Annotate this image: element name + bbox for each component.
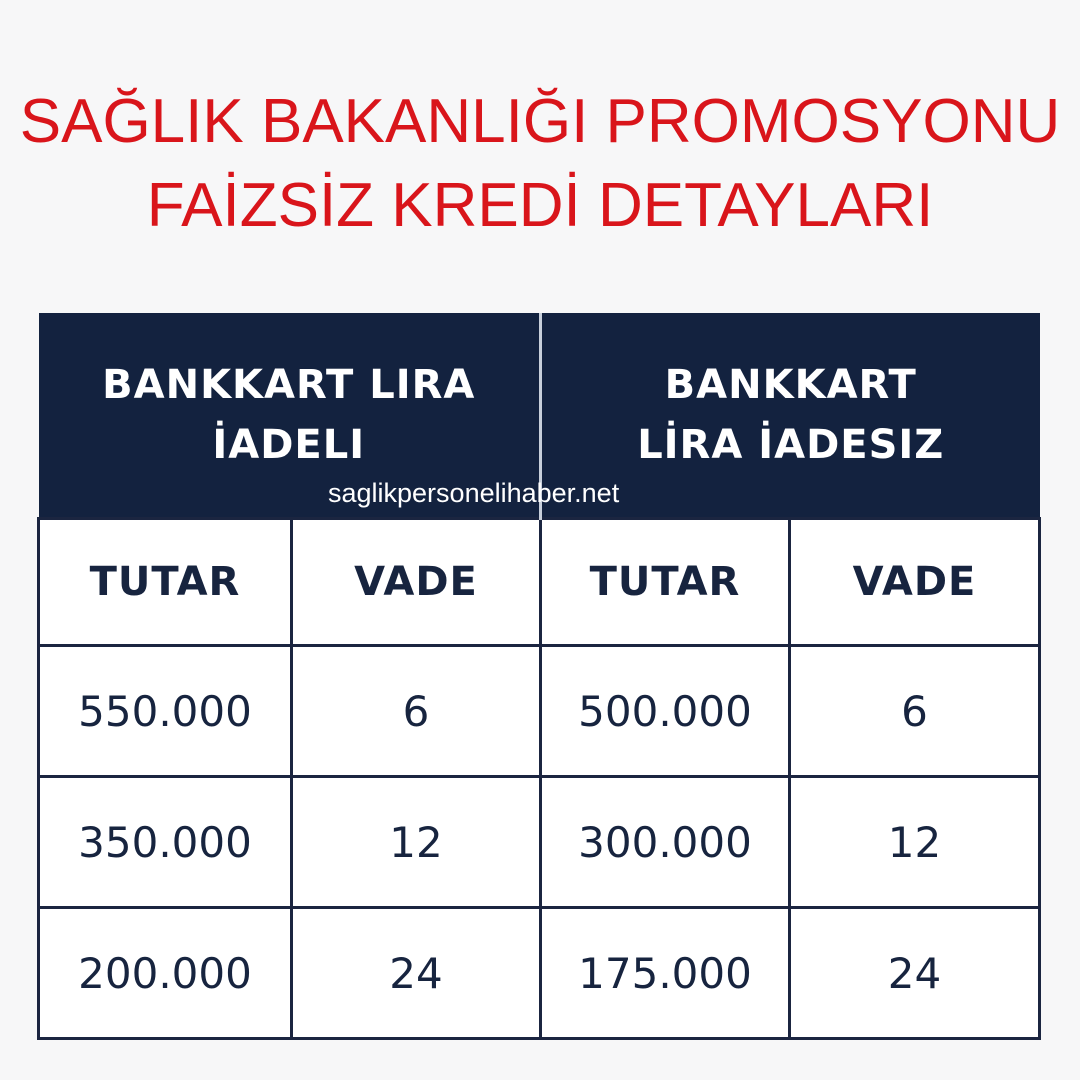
- column-header-vade: VADE: [292, 519, 541, 646]
- table-cell-amount: 300.000: [541, 777, 790, 908]
- table-cell-amount: 550.000: [39, 646, 292, 777]
- watermark-text: saglikpersonelihaber.net: [328, 478, 620, 508]
- column-header-row: [39, 519, 1040, 646]
- table-cell-amount: 175.000: [541, 908, 790, 1039]
- table-row: [39, 646, 1040, 777]
- page-title: [0, 80, 1080, 248]
- table-cell-amount: 500.000: [541, 646, 790, 777]
- table-row: [39, 908, 1040, 1039]
- column-header-tutar: TUTAR: [541, 519, 790, 646]
- table-cell-term: 6: [790, 646, 1040, 777]
- table-cell-term: 12: [292, 777, 541, 908]
- column-header-vade: VADE: [790, 519, 1040, 646]
- table-cell-amount: 350.000: [39, 777, 292, 908]
- table-cell-term: 24: [292, 908, 541, 1039]
- table-cell-term: 6: [292, 646, 541, 777]
- table-cell-amount: 200.000: [39, 908, 292, 1039]
- table-cell-term: 24: [790, 908, 1040, 1039]
- table-cell-term: 12: [790, 777, 1040, 908]
- group-header-line: BANKKART LIRA: [102, 362, 476, 408]
- group-header-line: BANKKART: [664, 362, 917, 408]
- group-header-line: LİRA İADESIZ: [637, 422, 945, 468]
- group-header-line: İADELI: [212, 422, 366, 468]
- table-row: [39, 777, 1040, 908]
- column-header-tutar: TUTAR: [39, 519, 292, 646]
- title-line-2: FAİZSİZ KREDİ DETAYLARI: [146, 171, 934, 240]
- credit-table: [37, 313, 1041, 1040]
- title-line-1: SAĞLIK BAKANLIĞI PROMOSYONU: [19, 87, 1061, 156]
